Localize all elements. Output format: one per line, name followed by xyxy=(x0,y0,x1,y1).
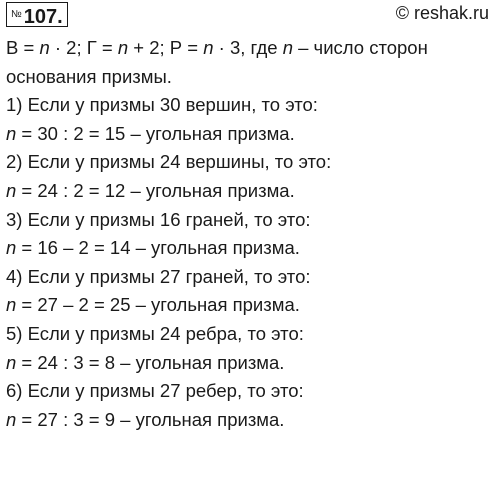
formula-line-continued: основания призмы. xyxy=(6,65,172,87)
case-6-answer: n = 27 : 3 = 9 – угольная призма. xyxy=(6,408,285,430)
task-number-box xyxy=(6,2,68,27)
variable-n: n xyxy=(6,351,17,373)
variable-n: n xyxy=(6,179,17,201)
case-1-answer: n = 30 : 2 = 15 – угольная призма. xyxy=(6,122,295,144)
solution-text xyxy=(6,34,491,434)
variable-n: n xyxy=(203,37,214,58)
case-4-question: 4) Если у призмы 27 граней, то это: xyxy=(6,265,311,287)
case-5-question: 5) Если у призмы 24 ребра, то это: xyxy=(6,322,304,344)
case-2-answer: n = 24 : 2 = 12 – угольная призма. xyxy=(6,179,295,201)
case-3-answer: n = 16 – 2 = 14 – угольная призма. xyxy=(6,237,300,259)
header xyxy=(6,2,489,28)
case-6-question: 6) Если у призмы 27 ребер, то это: xyxy=(6,380,304,402)
variable-n: n xyxy=(6,408,17,430)
variable-n: n xyxy=(6,122,17,144)
variable-n: n xyxy=(39,37,50,58)
variable-n: n xyxy=(282,37,293,58)
number-sign: № xyxy=(11,9,22,20)
variable-n: n xyxy=(117,37,129,58)
case-2-question: 2) Если у призмы 24 вершины, то это: xyxy=(6,151,332,173)
task-number: 107. xyxy=(23,6,63,28)
variable-n: n xyxy=(6,294,17,316)
variable-n: n xyxy=(6,237,17,259)
case-1-question: 1) Если у призмы 30 вершин, то это: xyxy=(6,94,318,116)
case-5-answer: n = 24 : 3 = 8 – угольная призма. xyxy=(6,351,285,373)
formula-line: В = n · 2; Г = n + 2; Р = n · 3, где n – число сторон xyxy=(6,37,428,58)
case-4-answer: n = 27 – 2 = 25 – угольная призма. xyxy=(6,294,300,316)
case-3-question: 3) Если у призмы 16 граней, то это: xyxy=(6,208,311,230)
site-copyright: © reshak.ru xyxy=(395,3,489,23)
